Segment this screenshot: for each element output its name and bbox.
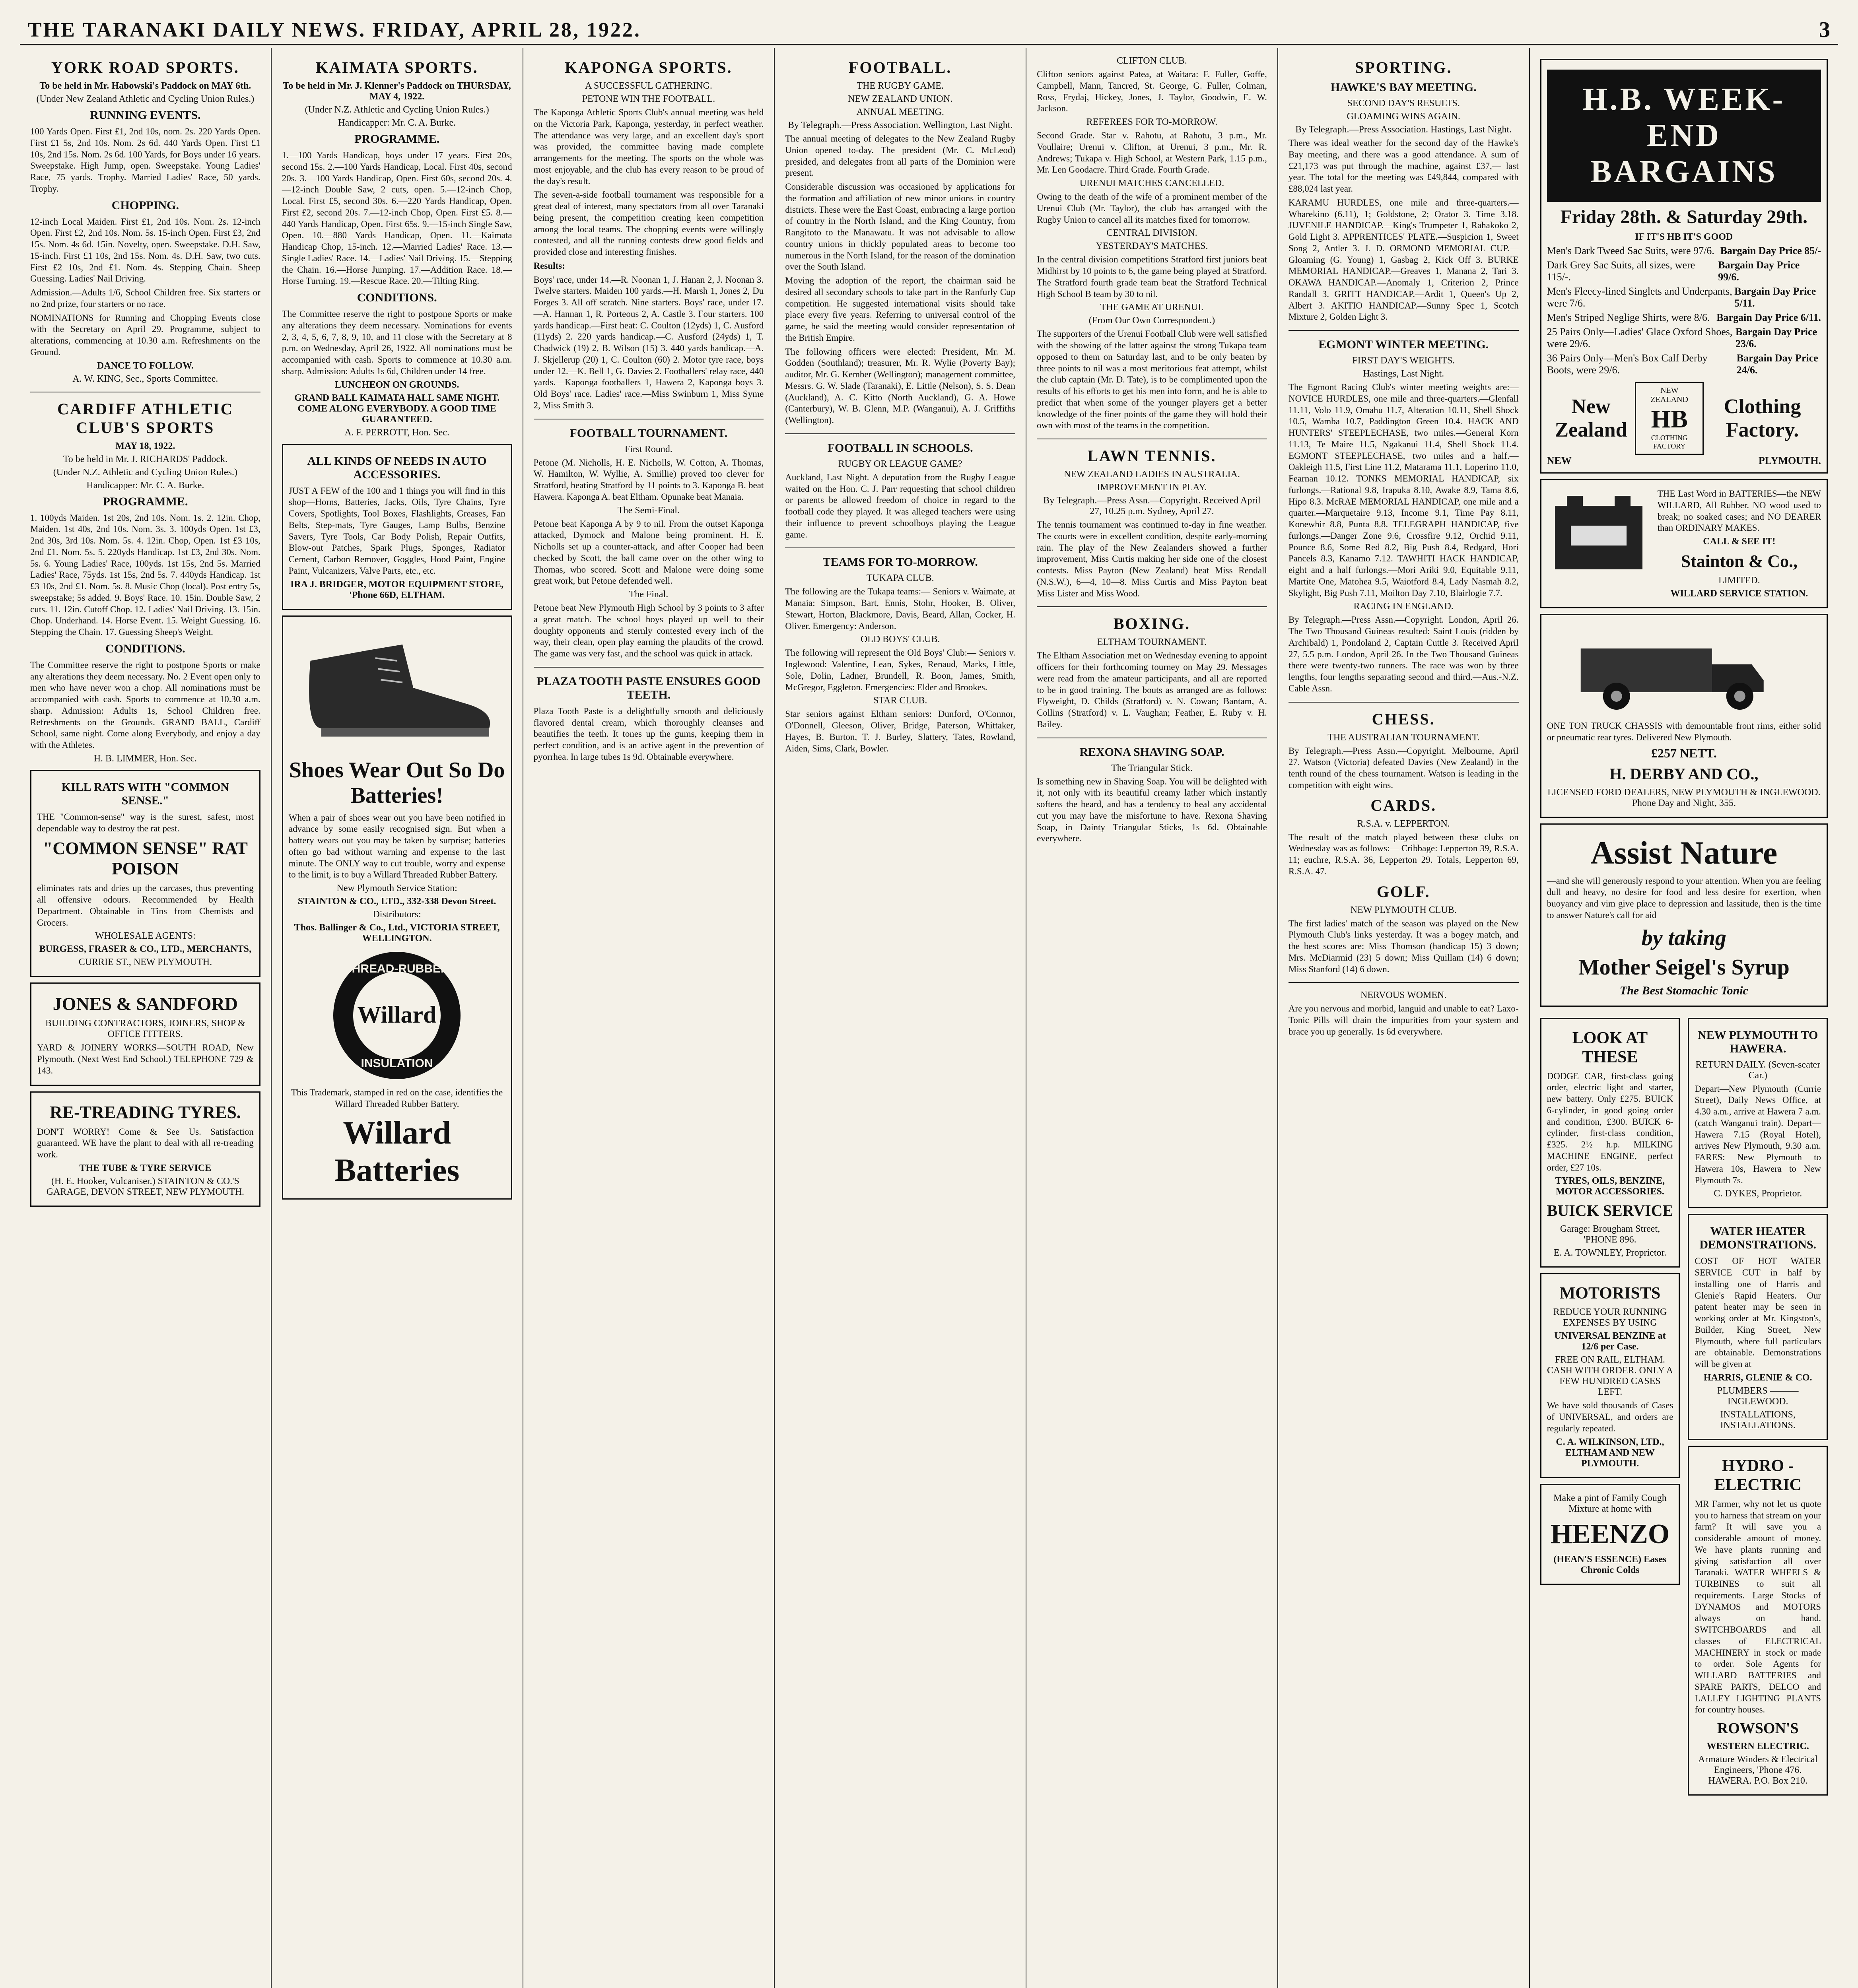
hb-town-row — [1547, 455, 1821, 467]
cards-title: CARDS. — [1370, 796, 1437, 814]
divider — [1289, 702, 1519, 703]
hb-item-label: Men's Dark Tweed Sac Suits, were 97/6. — [1547, 245, 1714, 256]
egmont-dateline: Hastings, Last Night. — [1363, 369, 1444, 379]
tooth-paste-body: Plaza Tooth Paste is a delightfully smooth and deliciously flavored dental cream, which thoroughly cleanses and beautifies the teeth. It tones up the gums, keeping them in perfect condition, and is an active agent in the prevention of pyorrhea. In large tubes 1s 9d. Obtainable everywhere. — [533, 706, 764, 762]
schools-head: FOOTBALL IN SCHOOLS. — [827, 441, 973, 454]
willard-ltd: LIMITED. — [1718, 575, 1760, 586]
hawkes-head: HAWKE'S BAY MEETING. — [1330, 81, 1477, 94]
admission: Admission.—Adults 1/6, School Children free. Six starters or no 2nd prize, four starters or no race. — [30, 287, 260, 309]
sporting-title: SPORTING. — [1355, 58, 1452, 76]
truck-price: £257 NETT. — [1651, 746, 1717, 760]
buick-body: Garage: Brougham Street, 'PHONE 896. — [1560, 1224, 1660, 1245]
buick-sign: E. A. TOWNLEY, Proprietor. — [1553, 1248, 1667, 1258]
tennis-dateline: By Telegraph.—Press Assn.—Copyright. Received April 27, 10.25 p.m. Sydney, April 27. — [1043, 495, 1261, 516]
urenui-body: Owing to the death of the wife of a prominent member of the Urenui Club (Mr. Taylor), the club has arranged with the Rugby Union to cancel all its matches fixed for tomorrow. — [1037, 192, 1267, 225]
column-6 — [1278, 48, 1530, 1988]
motorists-ad — [1540, 1273, 1680, 1478]
oldboys-head: OLD BOYS' CLUB. — [860, 634, 940, 645]
hb-new: NEW — [1547, 455, 1572, 466]
battery-icon — [1547, 486, 1650, 577]
ford-truck-ad — [1540, 614, 1828, 818]
boxing-body: The Eltham Association met on Wednesday evening to appoint officers for their forthcoming tourney on May 29. Messages were read from the amateur participants, and all are reported to be in good training. The bouts as arranged are as follows: Flyweight, D. Childs (Stratford) v. N. Cowan; Bantam, A. Collins (Stratford) v. L. Vaughan; Feather, E. Ruby v. H. Bailey. — [1037, 650, 1267, 729]
game-head: THE GAME AT URENUI. — [1100, 302, 1204, 313]
golf-body: The first ladies' match of the season was played on the New Plymouth Club's links yesterday. It was a bogey match, and the best scores are: Miss Thomson (handicap 15) 3 down; Mrs. McDiarmid (23) 5 down; Miss Quillam (14) 6 down; Miss Stanford (14) 6 down. — [1288, 918, 1519, 974]
np-hawera-title: NEW PLYMOUTH TO HAWERA. — [1698, 1028, 1818, 1055]
motorists-body: REDUCE YOUR RUNNING EXPENSES BY USING — [1553, 1307, 1667, 1328]
auto-body: JUST A FEW of the 100 and 1 things you will find in this shop—Horns, Batteries, Jacks, Oils, Tyre Chains, Tyre Covers, Spotlights, Tool Boxes, Flashlights, Greases, Fan Belts, Step-mats, Tyre Gauges, Lamp Bulbs, Benzine Savers, Tyre Tools, Car Body Polish, Repair Outfits, Blow-out Patches, Spark Plugs, Sponges, Radiator Cement, Carbon Remover, Goggles, Hood Paint, Engine Paint, Vulcanizers, Valve Parts, etc., etc. — [288, 485, 505, 576]
hb-logo-mid: HB — [1651, 405, 1688, 433]
tennis-sub2: IMPROVEMENT IN PLAY. — [1097, 482, 1207, 493]
lower-ads-left — [1540, 1012, 1680, 1802]
hb-town: PLYMOUTH. — [1758, 455, 1821, 466]
column-3 — [523, 48, 775, 1988]
divider — [1037, 606, 1267, 607]
dance: DANCE TO FOLLOW. — [97, 360, 194, 371]
football-body: Petone (M. Nicholls, H. E. Nicholls, W. Cotton, A. Thomas, W. Hamilton, W. Wyllie, A. Smillie) proved too clever for Stratford, beating Stratford by 11 points to 3. Kaponga B. beat Hawera. Kaponga A. beat Eltham. Opunake beat Manaia. — [533, 457, 764, 502]
referees-body: Second Grade. Star v. Rahotu, at Rahotu, 3 p.m., Mr. Voullaire; Urenui v. Clifton, at Urenui, 3 p.m., Mr. R. Andrews; Tukapa v. High School, at Western Park, 1.15 p.m., Mr. Len Goodacre. Third Grade. Fourth Grade. — [1037, 130, 1267, 175]
rugby-sub: THE RUGBY GAME. — [857, 81, 944, 91]
golf-title: GOLF. — [1376, 882, 1430, 901]
look-at-these-ad — [1540, 1018, 1680, 1268]
service-label: New Plymouth Service Station: — [336, 883, 457, 893]
cards-body: The result of the match played between these clubs on Wednesday was as follows:— Cribbage: Lepperton 39, R.S.A. 11; euchre, R.S.A. 36, Lepperton 29. Totals, Lepperton 69, R.S.A. 47. — [1288, 832, 1519, 876]
hb-items — [1547, 245, 1821, 376]
heenzo-ad — [1540, 1484, 1680, 1585]
hb-price-row — [1547, 245, 1821, 257]
stainton: STAINTON & CO., LTD., 332-338 Devon Street. — [297, 896, 496, 907]
cardiff-programme: 1. 100yds Maiden. 1st 20s, 2nd 10s. Nom. 1s. 2. 12in. Chop, Maiden. 1st 40s, 2nd 10s. Nom. 3s. 3. 100yds Open. 1st £3, 2nd 30s, 3rd 10s. Nom. 5s. 4. 12in. Chop, Open. 1st £3 10s, 2nd £1. Nom. 5s. 5. 220yds Handicap. 1st £3, 2nd 30s. Nom. 5s. 6. Young Ladies' Race, 100yds. 1st 15s, 2nd 5s. Married Ladies' Race, 75yds. 1st 15s, 2nd 5s. 7. 440yds Handicap. 1st £3 10s, 2nd £1. Nom. 5s. 8. Music Chop (local). Post entry 5s, sweepstake; 5s added. 9. Boys' Race. 10. 15in. Double Saw, 2 cuts. 11. 12in. Cutoff Chop. 12. Ladies' Nail Driving. 13. 15in. Chop. Underhand. 14. Horse Event. 15. Weight Guessing. 16. Stepping the Chain. 17. Guessing Sheep's Weight. — [30, 513, 260, 637]
kaimata-rules: (Under N.Z. Athletic and Cycling Union Rules.) — [305, 105, 489, 115]
chess-title: CHESS. — [1372, 710, 1435, 728]
schools-sub: RUGBY OR LEAGUE GAME? — [838, 458, 962, 469]
willard-battery-ad — [282, 615, 512, 1200]
cards-sub: R.S.A. v. LEPPERTON. — [1357, 818, 1450, 829]
tooth-paste-head: PLAZA TOOTH PASTE ENSURES GOOD TEETH. — [536, 674, 761, 701]
teams-head: TEAMS FOR TO-MORROW. — [822, 555, 978, 569]
tukapa-body: The following are the Tukapa teams:— Seniors v. Waimate, at Manaia: Simpson, Bart, Ennis, Stohr, Hooker, B. Oliver, Stewart, Horton, Blackmore, Davis, Beard, Allan, Cocker, H. Oliver. Emergency: Anderson. — [785, 586, 1016, 631]
masthead-title: THE TARANAKI DAILY NEWS. FRIDAY, APRIL 28, 1922. — [28, 18, 641, 41]
egmont-body: The Egmont Racing Club's winter meeting weights are:— NOVICE HURDLES, one mile and three-quarters.—Glenfall 11.11, Volo 11.9, Omahu 11.7, Alteration 10.11, Shell Shock 10.5, Wamba 10.7, Paddington Green 10.4. HACK AND HUNTERS' STEEPLECHASE, two miles.—General Korn 11.13, Te Maire 11.5, Ngakanui 11.4, Shell Shock 11.4. EGMONT STEEPLECHASE, two miles and a half.—Oakleigh 11.5, First Line 11.2, Matarama 11.1, Loperino 11.0, Fearnan 10.12. TONKS MEMORIAL HANDICAP, six furlongs.—Rational 9.8, Irapuka 8.10, Awake 8.9, Tama 8.6, Hipo 8.3. McRAE MEMORIAL HANDICAP, one mile and a quarter.—Marquetaire 9.13, Income 9.1, Time Pay 8.11, Konewhir 8.8, Punta 8.8. TELEGRAPH HANDICAP, five furlongs.—Danger Zone 9.6, Crossfire 9.12, Orchid 9.11, Pounce 8.6, Some Red 8.2, Big Push 8.4, Redgard, Hori Pancels 8.3, Kanamo 7.12. TAWHITI HACK HANDICAP, eight and a half furlongs.—Mori Ariki 9.0, Equitable 9.11, Martite One, Matohea 9.5, Waiotford 8.4, Lady Nasmah 8.2, Skylight, Big Push 7.11, Moilton Day 7.10, Blairlogie 7.7. — [1288, 382, 1519, 598]
column-4 — [775, 48, 1026, 1988]
retread-addr: (H. E. Hooker, Vulcaniser.) STAINTON & CO.'S GARAGE, DEVON STREET, NEW PLYMOUTH. — [46, 1176, 245, 1197]
nz-union-sub: NEW ZEALAND UNION. — [848, 94, 953, 104]
central-body: In the central division competitions Stratford first juniors beat Midhirst by 10 points to 6, the game being played at Stratford. The Stratford fourth grade team beat the Stratford Technical High School B team by 30 to nil. — [1037, 254, 1267, 299]
kaimata-title: KAIMATA SPORTS. — [315, 58, 478, 76]
hb-price-row — [1547, 312, 1821, 324]
hb-footer — [1547, 382, 1821, 455]
hb-right: Clothing Factory. — [1724, 395, 1801, 441]
central-head: CENTRAL DIVISION. — [1106, 228, 1197, 239]
york-title: YORK ROAD SPORTS. — [51, 58, 239, 76]
rat-poison-ad — [30, 770, 260, 977]
kaimata-sign: A. F. PERROTT, Hon. Sec. — [344, 427, 449, 438]
cardiff-date: MAY 18, 1922. — [115, 441, 175, 451]
page-number: 3 — [1819, 17, 1830, 42]
kaponga-sub: A SUCCESSFUL GATHERING. — [585, 81, 712, 91]
first-round: First Round. — [624, 444, 672, 454]
grand-ball: GRAND BALL KAIMATA HALL SAME NIGHT. COME ALONG EVERYBODY. A GOOD TIME GUARANTEED. — [294, 392, 500, 425]
football-body1: The annual meeting of delegates to the New Zealand Rugby Union opened to-day. The president (Mr. C. McLeod) presided, and delegates from all parts of the Dominion were present. — [785, 134, 1016, 178]
kaimata-programme-head: PROGRAMME. — [354, 132, 440, 146]
rats-agent-addr: CURRIE ST., NEW PLYMOUTH. — [78, 957, 212, 968]
buick-title: BUICK SERVICE — [1547, 1202, 1673, 1220]
luncheon: LUNCHEON ON GROUNDS. — [334, 379, 459, 390]
kaimata-conditions: The Committee reserve the right to postpone Sports or make any alterations they deem necessary. Nominations for events 2, 3, 4, 5, 6, 7, 8, 9, 10, and 11 close with the Secretary at 8 p.m. on Wednesday, April 26, 1922. All nominations must be accompanied with cash. Sports to commence at 10.30 a.m. sharp. Admission: Adults 1s 6d, Children under 14 free. — [282, 309, 512, 376]
star-head: STAR CLUB. — [873, 695, 927, 706]
willard-firm: Stainton & Co., — [1681, 551, 1798, 571]
heater-firm: HARRIS, GLENIE & CO. — [1703, 1372, 1812, 1383]
nominations: NOMINATIONS for Running and Chopping Events close with the Secretary on April 29. Programme, subject to alterations, commencing at 10.30 a.m. Refreshments on the Ground. — [30, 313, 260, 357]
hawkes-sub2: GLOAMING WINS AGAIN. — [1347, 111, 1460, 122]
running-body: 100 Yards Open. First £1, 2nd 10s, nom. 2s. 220 Yards Open. First £1 5s, 2nd 10s. Nom. 2s 6d. 440 Yards Open. First £1 10s, 2nd 15s. Nom. 2s 6d. 100 Yards, for Boys under 16 years. Sweepstake. High Jump, open. Sweepstake. Young Ladies' Race, 75 yards. Trophy. Married Ladies' Race, 50 yards. Trophy. — [30, 126, 260, 194]
tennis-sub: NEW ZEALAND LADIES IN AUSTRALIA. — [1064, 469, 1240, 480]
truck-text: ONE TON TRUCK CHASSIS with demountable front rims, either solid or pneumatic rear tyres. Delivered New Plymouth. — [1547, 721, 1821, 742]
hb-item-label: Dark Grey Sac Suits, all sizes, were 115/-. — [1547, 259, 1695, 283]
kaimata-programme: 1.—100 Yards Handicap, boys under 17 years. First 20s, second 15s. 2.—100 Yards Handicap, Local. First 40s, second 20s. 3.—100 Yards Handicap, Open. First 60s, second 20s. 4.—12-inch Double Saw, 2 cuts, open. 5.—12-inch Chop, Local. First £5, second 30s. 6.—220 Yards Handicap, Open. First £2, second 20s. 7.—12-inch Chop, Open. First £5. 8.—440 Yards Handicap, Open. First 65s. 9.—15-inch Single Saw, Open. 10.—880 Yards Handicap, Open. 11.—Kaimata Handicap Chop, 15-inch. 12.—Married Ladies' Race. 13.—Single Ladies' Race. 14.—Ladies' Nail Driving. 15.—Stepping the Chain. 16.—Horse Jumping. 17.—Addition Race. 18.—Horse Turning. 19.—Rescue Race. 20.—Tilting Ring. — [282, 150, 512, 286]
willard-ad-body: THE Last Word in BATTERIES—the NEW WILLARD, All Rubber. NO wood used to break; no soaked cases; and NO DEARER than ORDINARY MAKES. — [1657, 489, 1821, 533]
rowson-title: ROWSON'S — [1717, 1720, 1799, 1737]
boxing-title: BOXING. — [1113, 615, 1191, 633]
chess-sub: THE AUSTRALIAN TOURNAMENT. — [1327, 732, 1480, 743]
jones-addr: YARD & JOINERY WORKS—SOUTH ROAD, New Plymouth. (Next West End School.) TELEPHONE 729 & 143. — [37, 1043, 254, 1076]
look-title: LOOK AT THESE — [1572, 1029, 1648, 1066]
football-tournament-head: FOOTBALL TOURNAMENT. — [569, 426, 728, 440]
divider — [785, 547, 1015, 548]
retread-body: DON'T WORRY! Come & See Us. Satisfaction guaranteed. WE have the plant to deal with all re-treading work. — [37, 1126, 254, 1159]
cardiff-title: CARDIFF ATHLETIC CLUB'S SPORTS — [57, 400, 233, 437]
auto-head: ALL KINDS OF NEEDS IN AUTO ACCESSORIES. — [307, 454, 487, 481]
auto-accessories-ad — [282, 444, 512, 610]
shoes-body: When a pair of shoes wear out you have been notified in advance by some easily recognised sign. But when a battery wears out you may be taken by surprise; batteries often go bad without warning and expense to the last minute. The ONLY way to cut trouble, worry and expense to the limit, is to buy a Willard Threaded Rubber Battery. — [288, 812, 505, 880]
semi-final-body: Petone beat Kaponga A by 9 to nil. From the outset Kaponga attacked, Dymock and Malone being prominent. H. E. Nicholls set up a counter-attack, and after Cooper had been checked by Scott, the ball came over on the other wing to Thomas, who scored. Scott and Malone were doing some great work, but Petone defended well. — [533, 518, 764, 586]
oldboys-body: The following will represent the Old Boys' Club:— Seniors v. Inglewood: Valentine, Lean, Sykes, Renaud, Marks, Little, Sole, Dolin, Ladner, Brundell, R. Boon, James, Smith, McGregor, Eggleton. Emergencies: Elder and Brookes. — [785, 648, 1016, 692]
hawkes-sub: SECOND DAY'S RESULTS. — [1347, 98, 1460, 109]
kaponga-body2: The seven-a-side football tournament was responsible for a great deal of interest, many spectators from all over Taranaki being present, the competition creating keen competition among the local teams. The chopping events were willingly contested, and all the running contests drew good fields and provided close and interesting finishes. — [533, 190, 764, 257]
tukapa-head: TUKAPA CLUB. — [866, 573, 934, 584]
masthead — [20, 16, 1838, 45]
hydro-electric-ad — [1688, 1446, 1828, 1796]
hydro-body: MR Farmer, why not let us quote you to harness that stream on your farm? It will save you a considerable amount of money. We have plants running and giving satisfaction all over Taranaki. WATER WHEELS & TURBINES to suit all requirements. Large Stocks of DYNAMOS and MOTORS always on hand. SWITCHBOARDS and all classes of ELECTRICAL MACHINERY in stock or made to order. Sole Agents for WILLARD BATTERIES and SPARE PARTS, DELCO and LALLEY LIGHTING PLANTS for country houses. — [1695, 1499, 1821, 1715]
nervous-head: NERVOUS WOMEN. — [1360, 990, 1447, 1001]
motorists-title: MOTORISTS — [1559, 1284, 1661, 1303]
shoe-illustration — [289, 622, 505, 753]
heenzo-title: HEENZO — [1550, 1518, 1670, 1549]
ballinger: Thos. Ballinger & Co., Ltd., VICTORIA STREET, WELLINGTON. — [294, 922, 500, 944]
willard-station: WILLARD SERVICE STATION. — [1670, 588, 1808, 599]
kaimata-conditions-head: CONDITIONS. — [357, 291, 437, 304]
egmont-sub: FIRST DAY'S WEIGHTS. — [1352, 355, 1455, 366]
hawkes-dateline: By Telegraph.—Press Association. Hastings, Last Night. — [1295, 124, 1512, 135]
star-body: Star seniors against Eltham seniors: Dunford, O'Connor, O'Donnell, Gleeson, Oliver, Bridge, Paterson, Whittaker, Hayes, B. Burton, T. J. Burley, Slattery, Tates, Rowland, Aiden, Sims, Clark, Bowler. — [785, 709, 1016, 753]
np-hawera-ad — [1688, 1018, 1828, 1209]
final-body: Petone beat New Plymouth High School by 3 points to 3 after a great match. The school boys played up well to their doughty opponents and sternly contested every inch of the way, their clean, open play earning the plaudits of the crowd. The game was very fast, and the school was quick in attack. — [533, 603, 764, 658]
heater-body: COST OF HOT WATER SERVICE CUT in half by installing one of Harris and Glenie's Rapid Heaters. Our patent heater may be seen in working order at Mr. Kingston's, Builder, King Street, New Plymouth, where full particulars are obtainable. Demonstrations will be given at — [1695, 1256, 1821, 1369]
hb-tag: IF IT'S HB IT'S GOOD — [1635, 232, 1733, 242]
hb-item-price: Bargain Day Price 99/6. — [1718, 259, 1800, 283]
willard-seal-logo — [329, 948, 464, 1083]
final-head: The Final. — [629, 589, 669, 600]
look-tyres: TYRES, OILS, BENZINE, MOTOR ACCESSORIES. — [1555, 1176, 1665, 1197]
cardiff-rules: (Under N.Z. Athletic and Cycling Union Rules.) — [53, 467, 238, 478]
hb-logo-top: NEW ZEALAND — [1650, 386, 1688, 404]
football-title: FOOTBALL. — [849, 58, 952, 76]
football-body2: Considerable discussion was occasioned by applications for the formation and affiliation of new minor unions in country districts. These were the East Coast, embracing a large portion of country in the North Island, and the King Country, from Rangitoto to the Manawatu. It was not advisable to allow country unions in thickly populated areas to become too numerous in the North Island, for the reason of the domination over the South Island. — [785, 182, 1016, 272]
divider — [1289, 330, 1519, 331]
jones-body: BUILDING CONTRACTORS, JOINERS, SHOP & OFFICE FITTERS. — [45, 1018, 245, 1040]
np-hawera-sub: RETURN DAILY. (Seven-seater Car.) — [1695, 1059, 1821, 1081]
chopping-head: CHOPPING. — [111, 198, 179, 212]
hb-left: New Zealand — [1555, 395, 1627, 441]
motorists-benzine: UNIVERSAL BENZINE at 12/6 per Case. — [1554, 1331, 1666, 1352]
central-sub: YESTERDAY'S MATCHES. — [1096, 241, 1208, 252]
shoes-title: Shoes Wear Out So Do Batteries! — [289, 757, 505, 808]
seal-mid-text: Willard — [357, 1002, 437, 1028]
assist-by: by taking — [1641, 925, 1726, 950]
lower-ads-row — [1540, 1012, 1828, 1802]
heenzo-sub: (HEAN'S ESSENCE) Eases Chronic Colds — [1553, 1554, 1667, 1575]
hb-price-row — [1547, 326, 1821, 350]
boxing-sub: ELTHAM TOURNAMENT. — [1097, 637, 1207, 648]
clifton-body: Clifton seniors against Patea, at Waitara: F. Fuller, Goffe, Campbell, Mann, Tancred, St. George, G. Fuller, Colman, Ross, Frydaj, Hickey, Jones, J. Taylor, Goodwin, E. W. Jackson. — [1037, 69, 1267, 114]
rats-body2: eliminates rats and dries up the carcases, thus preventing all offensive odours. Recommended by Health Department. Obtainable in Tins from Chemists and Grocers. — [37, 883, 254, 928]
cardiff-conditions-head: CONDITIONS. — [105, 642, 185, 655]
motorists-sold: We have sold thousands of Cases of UNIVERSAL, and orders are regularly repeated. — [1547, 1400, 1673, 1433]
rats-title: "COMMON SENSE" RAT POISON — [43, 839, 248, 879]
truck-illustration — [1547, 621, 1821, 716]
kaimata-handicapper: Handicapper: Mr. C. A. Burke. — [338, 118, 456, 128]
york-sub: To be held in Mr. Habowski's Paddock on MAY 6th. — [39, 81, 251, 91]
hb-item-price: Bargain Day Price 6/11. — [1716, 312, 1821, 323]
divider — [1289, 982, 1519, 983]
seal-note: This Trademark, stamped in red on the case, identifies the Willard Threaded Rubber Battery. — [291, 1087, 503, 1109]
seal-top-text: THREAD-RUBBER — [344, 962, 449, 975]
look-body: DODGE CAR, first-class going order, electric light and starter, new battery. Only £275. BUICK 6-cylinder, in good going order and condition, £300. BUICK 6-cylinder, first-class condition, £325. 2½ h.p. MILKING MACHINE ENGINE, perfect order, £27 10s. — [1547, 1071, 1673, 1173]
cardiff-programme-head: PROGRAMME. — [103, 495, 188, 508]
rexona-body: Is something new in Shaving Soap. You will be delighted with it, not only with its beautiful creamy lather which instantly softens the beard, and has a tendency to heal any accidental cut you may have the misfortune to have. Rexona Shaving Soap, in Dainty Triangular Sticks, 1s 6d. Obtainable everywhere. — [1037, 776, 1267, 844]
hb-price-row — [1547, 259, 1821, 283]
hb-item-price: Bargain Day Price 85/- — [1720, 245, 1821, 256]
hb-logo — [1635, 382, 1704, 455]
hb-item-price: Bargain Day Price 5/11. — [1734, 285, 1816, 309]
hb-dates: Friday 28th. & Saturday 29th. — [1560, 206, 1807, 227]
kaponga-sub2: PETONE WIN THE FOOTBALL. — [582, 94, 715, 104]
football-body4: The following officers were elected: President, Mr. M. Godden (Southland); treasurer, Mr. R. Wylie (Poverty Bay); auditor, Mr. G. Kember (Wellington); management committee, Messrs. G. W. Slade (Taranaki), E. Little (Nelson), S. S. Dean (Auckland), A. C. Kitto (North Auckland), G. A. Howe (Canterbury), W. B. Glenn, M.P. (Wanganui), A. J. Griffiths (Wellington). — [785, 346, 1016, 425]
hb-item-label: Men's Striped Neglige Shirts, were 8/6. — [1547, 312, 1710, 323]
rexona-head: REXONA SHAVING SOAP. — [1079, 745, 1224, 759]
york-rules: (Under New Zealand Athletic and Cycling Union Rules.) — [36, 94, 255, 104]
rexona-sub: The Triangular Stick. — [1111, 763, 1193, 773]
water-heater-ad — [1688, 1214, 1828, 1440]
willard-station-ad — [1540, 479, 1828, 608]
england-head: RACING IN ENGLAND. — [1353, 601, 1454, 612]
egmont-head: EGMONT WINTER MEETING. — [1318, 338, 1489, 351]
divider — [534, 667, 764, 668]
column-2 — [272, 48, 523, 1988]
semi-final-head: The Semi-Final. — [617, 505, 680, 516]
cardiff-conditions: The Committee reserve the right to postpone Sports or make any alterations they deem necessary. No. 2 Event open only to men who have never won a chop. All nominations must be accompanied with cash. Sports to commence at 10.30 a.m. sharp. Admission: Adults 1s, School Children free. Refreshments on the Grounds. GRAND BALL, Cardiff School, same night. Come along Everybody, and enjoy a day with the Athletes. — [30, 660, 260, 750]
heater-title: WATER HEATER DEMONSTRATIONS. — [1699, 1225, 1817, 1252]
retread-ad — [30, 1091, 260, 1207]
distributors-label: Distributors: — [373, 909, 421, 920]
hb-item-label: 25 Pairs Only—Ladies' Glace Oxford Shoes, were 29/6. — [1547, 326, 1733, 349]
clifton-head: CLIFTON CLUB. — [1116, 56, 1187, 66]
cardiff-sub: To be held in Mr. J. RICHARDS' Paddock. — [63, 454, 228, 464]
rowson-body: Armature Winders & Electrical Engineers, 'Phone 476. HAWERA. P.O. Box 210. — [1698, 1754, 1818, 1786]
column-1 — [20, 48, 272, 1988]
column-5 — [1026, 48, 1278, 1988]
hb-price-row — [1547, 285, 1821, 309]
hb-item-price: Bargain Day Price 23/6. — [1736, 326, 1817, 349]
tennis-title: LAWN TENNIS. — [1087, 447, 1217, 465]
urenui-head: URENUI MATCHES CANCELLED. — [1079, 178, 1224, 188]
retread-title: RE-TREADING TYRES. — [49, 1102, 241, 1122]
willard-call: CALL & SEE IT! — [1703, 536, 1776, 547]
willard-station-text — [1658, 486, 1821, 602]
derby-body: LICENSED FORD DEALERS, NEW PLYMOUTH & INGLEWOOD. Phone Day and Night, 355. — [1547, 787, 1821, 808]
football-body3: Moving the adoption of the report, the chairman said he desired all secondary schools to take part in the Ranfurly Cup competition. He suggested international visits should take place every five years. Referring to universal control of the game, he said the meeting would consider representation of the British Empire. — [785, 276, 1016, 343]
derby-title: H. DERBY AND CO., — [1609, 765, 1759, 783]
hydro-title: HYDRO - ELECTRIC — [1714, 1456, 1802, 1494]
chess-body: By Telegraph.—Press Assn.—Copyright. Melbourne, April 27. Watson (Victoria) defeated Davies (New Zealand) in the tenth round of the chess tournament. Watson is leading in the competition with eight wins. — [1288, 746, 1519, 790]
england-body: By Telegraph.—Press Assn.—Copyright. London, April 26. The Two Thousand Guineas resulted: Saint Louis (ridden by Archibald) 1, Pondoland 2, Captain Cuttle 3. Received April 27, 5.5 p.m. London, April 26. In the Two Thousand Guineas there were twenty-two runners. The race was won by three lengths, four lengths separating second and third.—Aus.-N.Z. Cable Assn. — [1288, 615, 1519, 693]
cardiff-handicapper: Handicapper: Mr. C. A. Burke. — [86, 480, 204, 491]
motorists-free: FREE ON RAIL, ELTHAM. CASH WITH ORDER. ONLY A FEW HUNDRED CASES LEFT. — [1547, 1355, 1673, 1398]
hb-banner: H.B. WEEK-END BARGAINS — [1547, 70, 1821, 202]
heater-plumbers: PLUMBERS ——— INGLEWOOD. — [1717, 1385, 1799, 1407]
chopping-body: 12-inch Local Maiden. First £1, 2nd 10s. Nom. 2s. 12-inch Open. First £2, 2nd 10s. Nom. 5s. 15-inch Open. First £3, 2nd 15s. Nom. 4s 6d. 15in. Novelty, open. Sweepstake. D.H. Saw, 15-inch. First £1 10s, 2nd 15s. Nom. 4s. D.H. Saw, two cuts. First £2 10s, 2nd £1. Nom. 4s. Stepping Chain. Sheep Guessing. Ladies' Nail Driving. — [30, 216, 260, 284]
golf-sub: NEW PLYMOUTH CLUB. — [1350, 905, 1457, 915]
kaponga-body1: The Kaponga Athletic Sports Club's annual meeting was held on the Victoria Park, Kaponga, yesterday, in perfect weather. The attendance was very large, and an excellent day's sport was provided, the committee having made complete arrangements for the meeting. The sports on the whole was most enjoyable, and the club has every reason to be proud of the day's result. — [533, 107, 764, 186]
np-hawera-body: Depart—New Plymouth (Currie Street), Daily News Office, at 4.30 a.m., arrive at Hawera 7 a.m. (catch Wanganui train). Depart—Hawera 7.15 (Royal Hotel), arrives New Plymouth, 9.30 a.m. FARES: New Plymouth to Hawera 10s, Hawera to New Plymouth 7s. — [1695, 1083, 1821, 1185]
hb-logo-bot: CLOTHING FACTORY — [1651, 434, 1688, 450]
seigel-sub: The Best Stomachic Tonic — [1619, 984, 1748, 997]
hb-item-price: Bargain Day Price 24/6. — [1736, 352, 1818, 376]
hb-item-label: 36 Pairs Only—Men's Box Calf Derby Boots, were 29/6. — [1547, 352, 1708, 376]
referees-head: REFEREES FOR TO-MORROW. — [1086, 117, 1218, 127]
york-sign: A. W. KING, Sec., Sports Committee. — [72, 373, 218, 384]
game-body: The supporters of the Urenui Football Club were well satisfied with the showing of the latter against the strong Tukapa team opposed to them on Saturday last, and to be only beaten by three points to nil was a most meritorious feat attempt, whilst the club captain (Mr. D. Tate), is to be complimented upon the results of his efforts to get his men into form, and he is able to predict that when some of the younger players get a better knowledge of the finer points of the game they will hold their own with most of the teams in the competition. — [1037, 329, 1267, 431]
seigel-syrup-ad — [1540, 823, 1828, 1007]
jones-sandford-ad — [30, 982, 260, 1085]
schools-body: Auckland, Last Night. A deputation from the Rugby League waited on the Hon. C. J. Parr requesting that school children or parents be allowed freedom of choice in regard to the football code they played. It was alleged teachers were using their influence to prevent schoolboys playing the League game. — [785, 472, 1016, 540]
rowson-sub: WESTERN ELECTRIC. — [1706, 1741, 1809, 1751]
cardiff-sign: H. B. LIMMER, Hon. Sec. — [93, 753, 197, 764]
divider — [785, 433, 1015, 434]
hb-price-row — [1547, 352, 1821, 376]
nervous-body: Are you nervous and morbid, languid and unable to eat? Laxo-Tonic Pills will drain the impurities from your system and brace you up generally. 1s 6d everywhere. — [1288, 1004, 1519, 1037]
hb-bargains-ad — [1540, 59, 1828, 474]
rats-agents: WHOLESALE AGENTS: — [95, 931, 196, 942]
hawkes-results: KARAMU HURDLES, one mile and three-quarters.—Wharekino (6.11), 1; Goldstone, 2; Orator 3. Time 3.18. JUVENILE HANDICAP.—King's Trumpeter 1, Rahakoko 2, Gold Light 3. APPRENTICES' PLATE.—Suspicion 1, Sweet Song 2, Antler 3. J. D. ORMOND MEMORIAL CUP.—Gloaming (G. Young) 1, Gasbag 2, Kick Off 3. BURKE MEMORIAL HANDICAP.—Greaves 1, Manana 2, Tari 3. OKAWA HANDICAP.—Anomaly 1, Criterion 2, Prince Randall 3. GRITT HANDICAP.—Ardit 1, Queen's Up 2, Albert 3. AKITIO HANDICAP.—Sunny Spec 1, Scotch Mixture 2, Golden Light 3. — [1288, 197, 1519, 322]
np-hawera-sign: C. DYKES, Proprietor. — [1714, 1188, 1802, 1199]
seal-bottom-text: INSULATION — [361, 1057, 433, 1070]
annual-meeting-sub: ANNUAL MEETING. — [856, 107, 944, 117]
columns — [20, 48, 1838, 1988]
column-7 — [1530, 48, 1838, 1988]
rats-agent-name: BURGESS, FRASER & CO., LTD., MERCHANTS, — [39, 944, 251, 955]
willard-batteries: Willard Batteries — [334, 1114, 460, 1188]
hb-item-label: Men's Fleecy-lined Singlets and Underpants, were 7/6. — [1547, 285, 1732, 309]
results-body: Boys' race, under 14.—R. Noonan 1, J. Hanan 2, J. Noonan 3. Twelve starters. Maiden 100 yards.—H. Marsh 1, Jones 2, Du Forges 3. All off scratch. Nine starters. Boys' race, under 17.—A. Hannan 1, R. Porteous 2, A. Castle 3. Four starters. 100 yards handicap.—First heat: C. Coulton (12yds) 1, C. Ausford (11yds) 2. 220 yards handicap.—C. Ausford (24yds) 1, T. Chadwick (19) 2, B. Wilson (15) 3. 440 yards handicap.—A. J. Skjellerup (20) 1, C. Coulton (60) 2. Motor tyre race, boys under 12.—K. Bell 1, G. Davies 2. Footballers' relay race, 440 yards.—Kaponga footballers 1, Hawera 2, Kaponga boys 3. Old Boys' race. Ladies' race.—Miss Swinburn 1, Miss Syme 2, Miss Smith 3. — [533, 274, 764, 410]
assist-body: —and she will generously respond to your attention. When you are feeling dull and heavy, no desire for food and less desire for exertion, when buoyancy and vim give place to depression and lassitude, then is the time to answer Nature's call for aid — [1547, 876, 1821, 920]
assist-title: Assist Nature — [1590, 834, 1778, 871]
results-head: Results: — [533, 260, 565, 271]
retread-firm: THE TUBE & TYRE SERVICE — [79, 1163, 212, 1173]
kaimata-sub: To be held in Mr. J. Klenner's Paddock on THURSDAY, MAY 4, 1922. — [283, 81, 511, 102]
seigel-title: Mother Seigel's Syrup — [1578, 955, 1790, 980]
tennis-body: The tennis tournament was continued to-day in fine weather. The courts were in excellent condition, despite early-morning rain. The play of the New Zealanders showed a further improvement, Miss Curtis making her side one of the closest contests. Miss Payton (New Zealand) beat Miss Rendall (N.S.W.), 6—4, 10—8. Miss Curtis and Miss Payton beat Miss Lister and Miss Wood. — [1037, 520, 1267, 598]
game-sub: (From Our Own Correspondent.) — [1088, 315, 1215, 326]
hawkes-body: There was ideal weather for the second day of the Hawke's Bay meeting, and there was a good attendance. A sum of £21,173 was put through the machine, against £37,— last year. The total for the meeting was £49,844, compared with £88,024 last year. — [1288, 138, 1519, 194]
rats-head: KILL RATS WITH "COMMON SENSE." — [61, 780, 229, 807]
rats-body: THE "Common-sense" way is the surest, safest, most dependable way to destroy the rat pest. — [37, 812, 254, 833]
kaponga-title: KAPONGA SPORTS. — [565, 58, 733, 76]
jones-title: JONES & SANDFORD — [52, 994, 238, 1014]
heenzo-pre: Make a pint of Family Cough Mixture at home with — [1553, 1493, 1667, 1514]
wilkinson: C. A. WILKINSON, LTD., ELTHAM AND NEW PLYMOUTH. — [1556, 1437, 1664, 1469]
football-dateline: By Telegraph.—Press Association. Wellington, Last Night. — [787, 120, 1013, 130]
lower-ads-right — [1688, 1012, 1828, 1802]
heater-installations: INSTALLATIONS, INSTALLATIONS. — [1720, 1409, 1796, 1431]
running-head: RUNNING EVENTS. — [90, 109, 201, 122]
bridger: IRA J. BRIDGER, MOTOR EQUIPMENT STORE, 'Phone 66D, ELTHAM. — [290, 579, 504, 600]
